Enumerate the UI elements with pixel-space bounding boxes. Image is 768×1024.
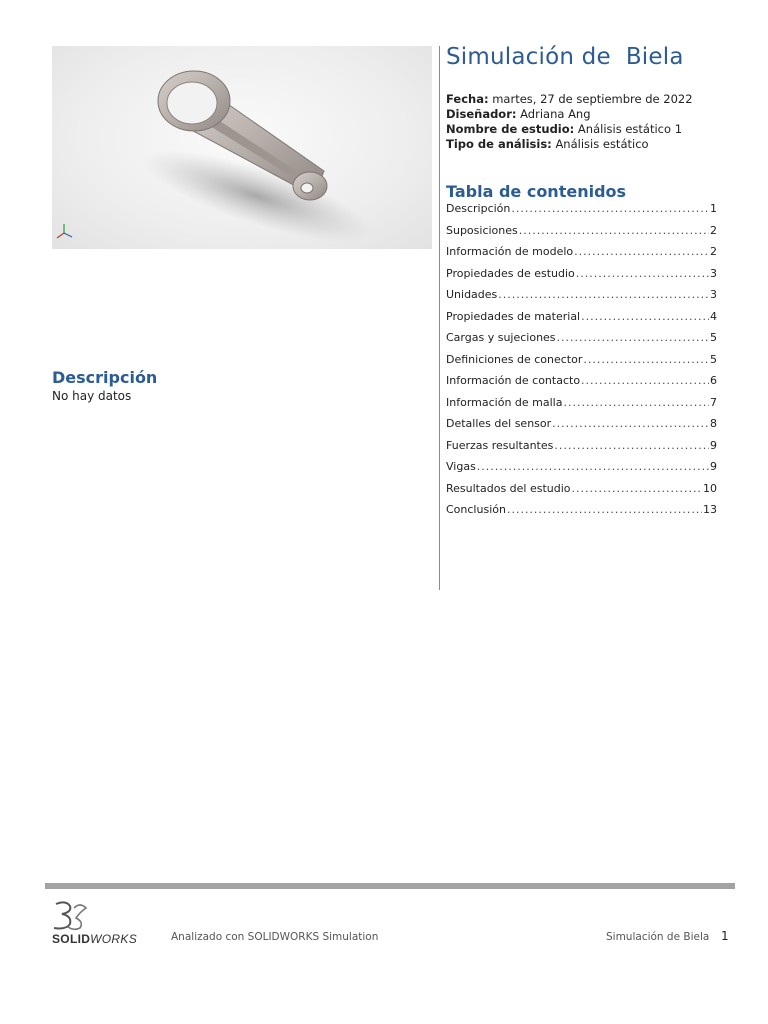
toc-item-page: 6 [710, 374, 717, 387]
toc-item-label: Propiedades de estudio [446, 266, 575, 280]
study-metadata [446, 92, 693, 152]
footer-analyzed-with: Analizado con SOLIDWORKS Simulation [171, 931, 379, 943]
date-label: Fecha: [446, 92, 489, 106]
analysis-type-label: Tipo de análisis: [446, 137, 552, 151]
study-name-row [446, 122, 693, 137]
toc-item-label: Cargas y sujeciones [446, 331, 556, 344]
toc-item-label: Información de contacto [446, 374, 581, 387]
toc-item-informacion-contacto[interactable] [446, 374, 717, 396]
toc-item-label: Fuerzas resultantes [446, 438, 554, 452]
toc-item-label: Información de malla [446, 395, 563, 409]
toc-item-page: 8 [710, 417, 717, 430]
toc-item-cargas-sujeciones[interactable] [446, 331, 717, 353]
toc-item-label: Definiciones de conector [446, 352, 583, 366]
toc-item-propiedades-estudio[interactable] [446, 267, 717, 289]
toc-item-descripcion[interactable] [446, 202, 717, 224]
toc-item-propiedades-material[interactable] [446, 310, 717, 332]
date-row [446, 92, 693, 107]
toc-item-conclusion[interactable] [446, 503, 717, 525]
designer-value: Adriana Ang [520, 107, 591, 121]
toc-item-page: 5 [710, 352, 717, 366]
toc-item-page: 9 [710, 438, 717, 452]
analysis-type-value: Análisis estático [555, 137, 649, 151]
toc-item-page: 10 [703, 481, 717, 495]
footer-document-name: Simulación de Biela [606, 931, 710, 943]
toc-item-page: 13 [703, 503, 717, 516]
toc-item-vigas[interactable] [446, 460, 717, 482]
designer-row [446, 107, 693, 122]
model-preview-image [52, 46, 432, 249]
toc-item-resultados-estudio[interactable] [446, 482, 717, 504]
logo-italic-part: WORKS [90, 932, 138, 946]
toc-item-page: 5 [710, 331, 717, 344]
designer-label: Diseñador: [446, 107, 517, 121]
toc-item-label: Unidades [446, 288, 498, 301]
toc-item-label: Descripción [446, 202, 511, 215]
triad-axis-icon [57, 224, 72, 238]
toc-item-page: 1 [710, 202, 717, 215]
table-of-contents [446, 202, 717, 525]
connecting-rod-model-image [52, 46, 432, 249]
toc-item-label: Información de modelo [446, 245, 574, 258]
toc-item-page: 2 [710, 223, 717, 237]
toc-item-unidades[interactable] [446, 288, 717, 310]
toc-item-label: Propiedades de material [446, 309, 581, 323]
toc-item-page: 4 [710, 309, 717, 323]
toc-item-page: 2 [710, 245, 717, 258]
column-divider [439, 46, 440, 590]
footer-page-number: 1 [721, 929, 729, 943]
toc-item-detalles-sensor[interactable] [446, 417, 717, 439]
toc-item-fuerzas-resultantes[interactable] [446, 439, 717, 461]
toc-item-suposiciones[interactable] [446, 224, 717, 246]
toc-item-definiciones-conector[interactable] [446, 353, 717, 375]
toc-item-label: Resultados del estudio [446, 481, 571, 495]
logo-bold-part: SOLID [52, 932, 91, 946]
toc-item-informacion-modelo[interactable] [446, 245, 717, 267]
solidworks-wordmark [52, 932, 137, 946]
toc-item-label: Vigas [446, 460, 476, 473]
toc-item-informacion-malla[interactable] [446, 396, 717, 418]
description-text: No hay datos [52, 389, 132, 403]
footer-bar [45, 883, 735, 889]
study-name-label: Nombre de estudio: [446, 122, 575, 136]
toc-item-label: Suposiciones [446, 223, 518, 237]
page-title: Simulación de Biela [446, 44, 684, 70]
toc-heading: Tabla de contenidos [446, 182, 627, 201]
date-value: martes, 27 de septiembre de 2022 [492, 92, 693, 106]
toc-item-label: Conclusión [446, 503, 506, 516]
description-heading: Descripción [52, 368, 158, 387]
analysis-type-row [446, 137, 693, 152]
toc-item-label: Detalles del sensor [446, 417, 552, 430]
study-name-value: Análisis estático 1 [577, 122, 683, 136]
toc-item-page: 3 [710, 288, 717, 301]
toc-item-page: 9 [710, 460, 717, 473]
toc-item-page: 3 [710, 266, 717, 280]
toc-item-page: 7 [710, 395, 717, 409]
